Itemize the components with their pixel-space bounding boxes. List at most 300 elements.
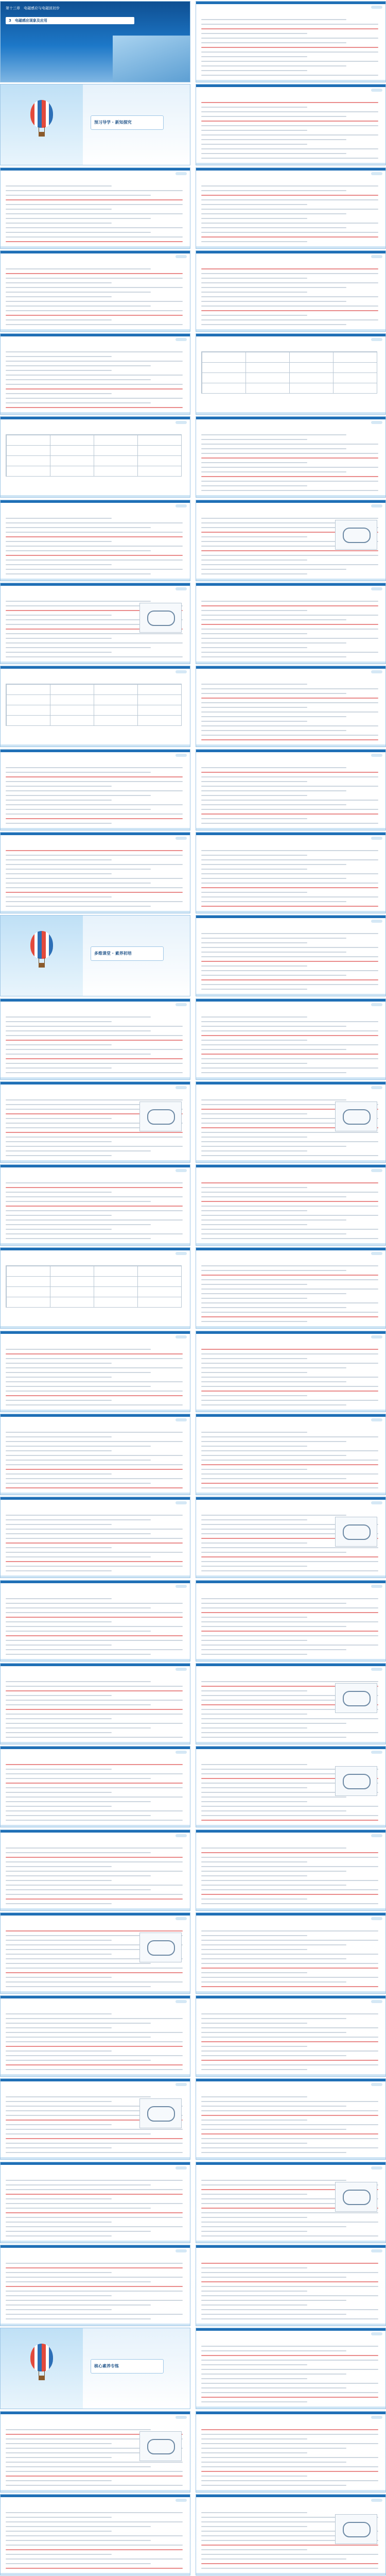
text-line [6,776,183,777]
text-line [6,1640,183,1641]
slide-top-bar [196,833,385,835]
slide-top-bar [1,500,190,503]
slide-bottom-bar [196,2573,385,2575]
text-line [201,2110,378,2111]
text-lines [201,2013,378,2074]
slide-panel [0,2411,190,2493]
text-line [201,814,378,815]
text-line [201,1279,378,1280]
text-line [6,2013,112,2014]
text-line [201,1801,307,1802]
slide-top-bar [196,1664,385,1666]
text-line [6,2485,183,2486]
diagram-figure [335,2514,377,2544]
text-line [201,1229,378,1230]
text-lines [201,1598,378,1658]
text-line [6,781,183,782]
slide-panel [0,2328,190,2409]
slide-top-bar [1,2412,190,2414]
slide-panel [0,1,190,82]
text-line [201,1215,378,1216]
text-line [6,1400,112,1401]
text-line [201,1441,346,1442]
text-line [6,1570,112,1571]
text-line [6,1714,183,1715]
slide-bottom-bar [196,1908,385,1910]
text-line [6,370,112,371]
text-line [201,619,346,620]
text-line [201,989,307,990]
text-line [201,434,346,435]
text-line [6,2309,112,2310]
text-line [6,1810,183,1811]
slide-corner-badge [176,172,187,175]
slide-top-bar [1,168,190,171]
text-line [6,398,183,399]
slide-top-bar [196,1165,385,1167]
text-line [6,1621,112,1622]
text-line [6,1377,112,1378]
text-line [6,1367,183,1368]
slide-corner-badge [371,172,382,175]
text-line [201,2018,346,2019]
text-line [201,1265,378,1266]
text-line [6,1801,151,1802]
slide-panel [0,1912,190,1994]
slide-top-bar [1,1497,190,1500]
text-line [201,1395,307,1396]
text-line [6,185,112,187]
text-line [201,1270,346,1271]
text-line [201,2360,378,2361]
section-label: 多维课堂 · 素养初培 [94,951,132,956]
text-line [201,2438,307,2439]
slide-corner-badge [371,1917,382,1920]
text-line [201,1621,378,1622]
text-line [6,1631,151,1632]
slide-corner-badge [176,1252,187,1255]
slide-corner-badge [176,1751,187,1754]
text-line [201,2295,378,2296]
text-line [6,2549,183,2550]
slide-panel [0,250,190,332]
text-line [201,1570,378,1571]
text-line [6,2304,151,2306]
text-lines [6,2180,183,2240]
text-line [201,2462,346,2463]
slide-corner-badge [371,1585,382,1588]
text-line [6,1432,183,1433]
text-lines [201,1349,378,1409]
slide-bottom-bar [196,662,385,664]
slide-top-bar [1,1082,190,1084]
text-line [6,2291,183,2292]
text-line [201,111,378,112]
text-line [6,2050,112,2052]
text-line [201,1349,378,1350]
text-line [6,356,112,357]
text-line [6,199,183,200]
text-line [6,1229,112,1230]
text-line [6,1949,151,1950]
text-line [201,1146,346,1147]
slide-panel [0,1663,190,1744]
text-line [6,823,112,824]
text-line [201,1113,307,1114]
slide-top-bar [1,251,190,253]
text-line [201,1852,378,1853]
text-line [6,2318,151,2319]
text-line [201,1690,307,1691]
text-line [201,1035,378,1036]
slide-top-bar [196,2,385,4]
slide-top-bar [196,1913,385,1916]
text-line [6,268,151,269]
slide-bottom-bar [196,1825,385,1827]
text-line [6,2521,183,2522]
text-line [6,1857,183,1858]
text-line [6,2526,151,2527]
text-lines [201,1848,378,1908]
text-line [201,1067,378,1069]
text-line [201,1483,378,1484]
cover-photo [113,36,190,82]
text-line [201,1455,346,1456]
slide-corner-badge [176,1917,187,1920]
text-line [201,319,378,320]
text-line [201,564,378,565]
slide-panel [0,1497,190,1578]
text-line [201,1298,307,1299]
slide-bottom-bar [1,2074,190,2076]
text-line [201,1150,307,1151]
text-line [201,2120,307,2121]
text-line [201,1224,307,1225]
text-line [6,1016,151,1018]
slide-bottom-bar [196,329,385,331]
text-line [201,1871,346,1872]
slide-panel [0,749,190,831]
coil-diagram [147,2439,175,2454]
slide-corner-badge [176,1169,187,1172]
text-line [6,1460,151,1461]
text-line [201,19,346,20]
text-line [201,1141,378,1142]
text-lines [6,1016,183,1077]
text-line [201,1552,346,1553]
text-line [6,555,183,556]
text-line [201,2101,378,2102]
text-line [6,1547,112,1548]
text-line [201,518,378,519]
text-line [6,2558,183,2560]
text-line [6,550,151,551]
text-line [201,850,378,851]
text-line [6,1940,112,1941]
text-lines [201,1265,378,1326]
slide-bottom-bar [196,1243,385,1245]
text-line [6,859,112,860]
text-line [201,2055,346,2056]
slide-corner-badge [371,920,382,923]
slide-bottom-bar [196,828,385,830]
text-line [201,2152,346,2153]
text-line [6,850,183,851]
text-line [6,1612,183,1613]
text-line [6,1404,183,1405]
text-line [201,42,346,43]
text-line [6,278,183,279]
text-line [201,1981,346,1982]
text-line [6,301,183,302]
text-line [6,573,151,574]
text-line [6,1441,183,1442]
text-line [6,1566,183,1567]
text-line [201,550,378,551]
text-line [6,1635,183,1636]
text-line [6,1233,183,1234]
hot-air-balloon-icon [30,2344,53,2371]
text-line [6,1875,151,1876]
slide-panel [0,416,190,498]
slide-panel [0,1995,190,2077]
slide-top-bar [1,2162,190,2165]
text-line [6,818,183,819]
text-line [6,2208,151,2209]
text-line [6,656,183,657]
text-line [201,2060,378,2061]
text-line [201,2235,378,2236]
text-line [201,116,346,117]
text-lines [6,2263,183,2323]
text-line [201,144,307,145]
slide-bottom-bar [1,2490,190,2492]
slide-panel [196,583,386,664]
text-line [201,1367,346,1368]
text-line [201,2318,378,2319]
slide-panel [196,2328,386,2409]
slide-corner-badge [371,338,382,341]
coil-diagram [147,2106,175,2122]
text-line [6,1026,183,1027]
slide-panel [196,500,386,581]
slide-panel [196,2411,386,2493]
text-line [201,730,346,731]
slide-bottom-bar [196,2241,385,2243]
text-line [201,1386,378,1387]
slide-bottom-bar [196,579,385,581]
text-line [201,2309,378,2310]
text-line [201,1132,378,1133]
text-line [201,292,307,293]
text-line [201,1681,378,1682]
slide-corner-badge [371,1501,382,1504]
text-line [201,2387,346,2388]
text-line [201,1810,346,1811]
text-line [6,2563,151,2564]
text-line [201,2401,307,2402]
text-line [201,1861,307,1862]
text-line [6,1977,112,1978]
slide-bottom-bar [196,1659,385,1661]
slide-panel [0,1414,190,1495]
text-line [201,190,346,191]
text-line [201,610,307,611]
text-line [201,1626,346,1627]
text-line [201,906,378,907]
text-line [6,2189,183,2190]
slide-panel [196,1331,386,1412]
text-line [201,1464,378,1465]
text-lines [6,1848,183,1908]
text-line [6,1395,183,1396]
text-line [201,961,378,962]
text-line [201,227,346,228]
text-line [201,485,307,486]
slide-panel [0,84,190,165]
slide-bottom-bar [196,1160,385,1162]
text-lines [6,1432,183,1492]
slide-top-bar [196,1082,385,1084]
slide-panel [0,915,190,996]
text-line [6,1792,112,1793]
text-line [201,887,378,888]
text-line [201,2286,378,2287]
text-line [6,273,183,274]
text-line [6,906,151,907]
text-line [201,209,378,210]
text-line [201,52,378,53]
text-line [201,864,346,865]
text-line [201,1875,307,1876]
text-line [6,361,183,362]
text-line [201,1815,378,1816]
text-line [6,310,183,311]
text-line [6,1626,183,1627]
slide-panel [196,1580,386,1662]
slide-panel [196,1497,386,1578]
text-line [201,2434,378,2435]
slide-panel [0,832,190,913]
text-line [201,1654,307,1655]
text-line [6,1141,112,1142]
text-line [201,65,346,66]
slide-corner-badge [371,255,382,258]
text-line [201,569,346,570]
text-line [201,1617,307,1618]
slide-top-bar [1,750,190,752]
text-line [6,1067,112,1069]
text-line [201,1381,346,1382]
slide-bottom-bar [1,1077,190,1079]
slide-corner-badge [176,1501,187,1504]
slide-panel [196,1247,386,1329]
text-line [201,2443,378,2444]
text-line [6,564,112,565]
text-line [6,2152,183,2153]
text-line [201,1040,307,1041]
slide-corner-badge [371,2166,382,2170]
text-line [6,1455,183,1456]
text-line [201,693,346,694]
text-line [6,1473,112,1475]
text-line [6,1058,183,1059]
text-line [201,185,378,187]
slide-top-bar [196,2245,385,2248]
text-line [201,823,378,824]
text-line [201,2267,307,2268]
text-line [201,809,378,810]
text-line [6,767,183,768]
text-line [201,638,378,639]
text-lines [201,1182,378,1243]
slide-top-bar [1,1331,190,1334]
text-line [201,2013,378,2014]
text-lines [6,2013,183,2074]
slide-bottom-bar [1,828,190,830]
text-line [201,1543,307,1544]
text-line [201,772,378,773]
slide-bottom-bar [1,1410,190,1412]
text-line [201,601,378,602]
text-line [201,2369,378,2370]
slide-corner-badge [176,587,187,590]
slide-bottom-bar [1,495,190,497]
slide-panel [0,500,190,581]
text-line [201,1289,378,1290]
text-line [201,1196,346,1197]
text-line [201,33,307,34]
text-line [6,2554,112,2555]
text-lines [201,2429,378,2489]
text-line [6,2314,183,2315]
text-line [6,1044,112,1045]
slide-top-bar [196,168,385,171]
text-line [201,47,378,48]
slide-panel [196,1746,386,1827]
text-line [201,1478,346,1479]
slide-bottom-bar [196,2324,385,2326]
text-line [201,1566,307,1567]
text-line [6,402,151,403]
text-line [201,647,307,648]
text-line [201,1206,378,1207]
text-line [201,1607,378,1608]
slide-corner-badge [371,1003,382,1006]
text-line [201,1210,307,1211]
text-line [201,2147,378,2148]
text-line [6,1880,112,1881]
text-line [6,2180,183,2181]
text-lines [6,268,183,329]
text-line [6,2295,112,2296]
text-line [6,1723,183,1724]
slide-top-bar [196,417,385,419]
text-line [6,1737,183,1738]
text-line [6,873,112,874]
text-line [6,2300,183,2301]
text-line [6,1155,112,1156]
slide-panel [196,333,386,415]
slide-corner-badge [176,1086,187,1089]
text-line [201,869,307,870]
text-line [201,301,346,302]
text-line [6,569,183,570]
slide-top-bar [1,417,190,419]
text-line [201,2291,307,2292]
text-line [201,1598,378,1599]
text-line [6,2545,183,2546]
